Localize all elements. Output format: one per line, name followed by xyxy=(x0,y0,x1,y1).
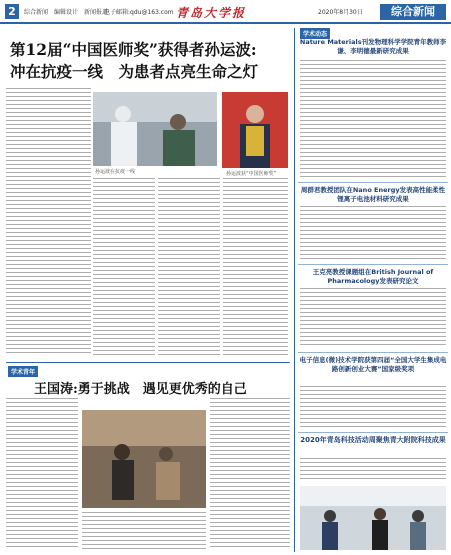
sidebar-text xyxy=(300,60,446,178)
sidebar-text xyxy=(300,386,446,430)
sidebar-item-title: 2020年青岛科技活动周聚焦青大附院科技成果 xyxy=(300,436,446,444)
article-text-column xyxy=(6,398,78,550)
sidebar-photo-exhibition xyxy=(300,486,446,550)
header-item: 新闻报道 xyxy=(84,9,109,16)
main-headline-line1: 第12届“中国医师奖”获得者孙运波: xyxy=(10,40,257,59)
second-story-tag: 学术青年 xyxy=(8,366,38,377)
paper-logo: 青岛大学报 xyxy=(176,6,247,20)
sidebar-item-title: 周群君教授团队在Nano Energy发表高性能柔性锂离子电池材料研究成果 xyxy=(300,186,446,203)
section-divider xyxy=(6,362,290,363)
section-badge: 综合新闻 xyxy=(380,4,446,20)
article-text-column xyxy=(6,88,91,356)
second-headline: 王国涛:勇于挑战 遇见更优秀的自己 xyxy=(34,382,247,397)
page-number: 2 xyxy=(5,4,19,19)
sidebar-text xyxy=(300,206,446,262)
sidebar-rule xyxy=(298,432,448,433)
photo2-caption: 孙运波获“中国医师奖” xyxy=(226,171,277,177)
article-photo-doctor xyxy=(93,92,217,166)
sidebar-text xyxy=(300,458,446,482)
sidebar-item-title: Nature Materials刊发物理科学学院青年教师李谦、李明德最新研究成果 xyxy=(299,38,447,55)
header-item: 综合新闻 xyxy=(24,9,49,16)
photo-workshop-illustration xyxy=(82,410,206,508)
sidebar-divider xyxy=(294,28,295,552)
article-photo-award xyxy=(222,92,288,168)
article-text-column xyxy=(93,178,155,356)
main-headline-line2: 冲在抗疫一线 为患者点亮生命之灯 xyxy=(10,62,259,81)
sidebar-rule xyxy=(298,352,448,353)
sidebar-rule xyxy=(298,182,448,183)
article-text-column xyxy=(158,178,220,356)
article-photo-workshop xyxy=(82,410,206,508)
article-text-column xyxy=(210,398,290,550)
header-email: 电子邮箱:qdu@163.com xyxy=(104,9,174,16)
sidebar-tag: 学术动态 xyxy=(300,28,330,39)
photo-doctor-illustration xyxy=(93,92,217,166)
sidebar-text xyxy=(300,288,446,348)
sidebar-item-title: 王克亮教授课题组在British Journal of Pharmacology发表研究论文 xyxy=(312,268,434,285)
sidebar-rule xyxy=(298,264,448,265)
photo-award-illustration xyxy=(222,92,288,168)
header-item: 编辑设计 xyxy=(54,9,79,16)
issue-date: 2020年8月30日 xyxy=(318,9,363,16)
article-text-column xyxy=(223,178,288,356)
photo-exhibition-illustration xyxy=(300,486,446,550)
article-text-column xyxy=(82,512,206,550)
photo1-caption: 孙运波在抗疫一线 xyxy=(95,169,136,175)
sidebar-item-title: 电子信息(微)技术学院获第四届“全国大学生集成电路创新创业大赛”国家级奖项 xyxy=(299,356,447,373)
